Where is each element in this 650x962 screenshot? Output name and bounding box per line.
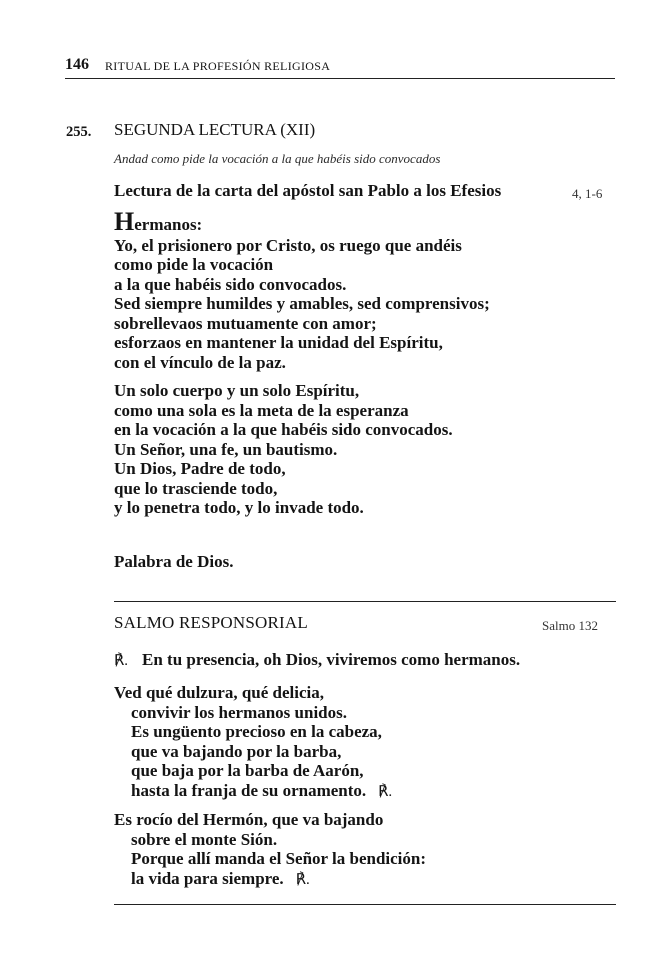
- reading-greeting: [114, 207, 624, 236]
- psalm-reference: Salmo 132: [542, 618, 598, 633]
- psalm-line-text: la vida para siempre.: [131, 868, 284, 888]
- psalm-line: convivir los hermanos unidos.: [131, 702, 348, 722]
- verse-line: y lo penetra todo, y lo invade todo.: [114, 498, 364, 517]
- verse-line: en la vocación a la que habéis sido convocados.: [114, 420, 453, 439]
- psalm-line: Porque allí manda el Señor la bendición:: [131, 849, 427, 868]
- page-header: [65, 56, 615, 79]
- verse-line: Sed siempre humildes y amables, sed comprensivos;: [114, 294, 490, 313]
- psalm-stanza-2: [114, 810, 624, 890]
- reading-antiphon: Andad como pide la vocación a la que habéis sido convocados: [114, 151, 441, 166]
- response-symbol: ℟.: [378, 783, 393, 800]
- psalm-line: que baja por la barba de Aarón,: [131, 761, 364, 780]
- verse-line: Un solo cuerpo y un solo Espíritu,: [114, 381, 360, 400]
- reading-title: Lectura de la carta del apóstol san Pablo a los Efesios: [114, 181, 502, 200]
- greeting-initial: H: [114, 207, 135, 236]
- section-divider: [114, 601, 616, 602]
- response-symbol: ℟.: [114, 653, 129, 669]
- psalm-line: que va bajando por la barba,: [131, 741, 342, 761]
- psalm-line: Es ungüento precioso en la cabeza,: [131, 722, 382, 741]
- verse-line: Un Dios, Padre de todo,: [114, 459, 286, 478]
- verse-line: esforzaos en mantener la unidad del Espíritu,: [114, 333, 443, 352]
- reading-reference: 4, 1-6: [572, 186, 603, 201]
- psalm-line: [114, 781, 624, 803]
- verse-line: sobrellevaos mutuamente con amor;: [114, 313, 377, 333]
- verse-line: a la que habéis sido convocados.: [114, 274, 347, 294]
- verse-line: como una sola es la meta de la esperanza: [114, 400, 409, 420]
- response-text: En tu presencia, oh Dios, viviremos como hermanos.: [142, 650, 521, 669]
- verse-line: Un Señor, una fe, un bautismo.: [114, 439, 338, 459]
- response-symbol: ℟.: [295, 871, 310, 888]
- running-title: RITUAL DE LA PROFESIÓN RELIGIOSA: [105, 59, 331, 73]
- page-number: 146: [65, 56, 89, 73]
- reading-stanza-2: [114, 381, 624, 518]
- psalm-line: sobre el monte Sión.: [131, 829, 278, 849]
- verse-line: con el vínculo de la paz.: [114, 352, 286, 372]
- section-title: SEGUNDA LECTURA (XII): [114, 120, 316, 139]
- psalm-line: [114, 869, 624, 891]
- psalm-line-text: hasta la franja de su ornamento.: [131, 780, 367, 800]
- reading-body: [114, 207, 624, 518]
- verse-line: como pide la vocación: [114, 255, 274, 274]
- verse-line: que lo trasciende todo,: [114, 478, 278, 498]
- psalm-stanza-1: [114, 683, 624, 802]
- reading-closing: Palabra de Dios.: [114, 552, 234, 571]
- psalm-line: Es rocío del Hermón, que va bajando: [114, 810, 384, 829]
- psalm-title: SALMO RESPONSORIAL: [114, 613, 308, 632]
- section-number: 255.: [66, 124, 92, 140]
- reading-stanza-1: [114, 236, 624, 373]
- greeting-rest: ermanos:: [134, 215, 203, 234]
- psalm-line: Ved qué dulzura, qué delicia,: [114, 683, 325, 702]
- verse-line: Yo, el prisionero por Cristo, os ruego que andéis: [114, 235, 462, 255]
- psalm-response: [114, 650, 520, 670]
- bottom-divider: [114, 904, 616, 905]
